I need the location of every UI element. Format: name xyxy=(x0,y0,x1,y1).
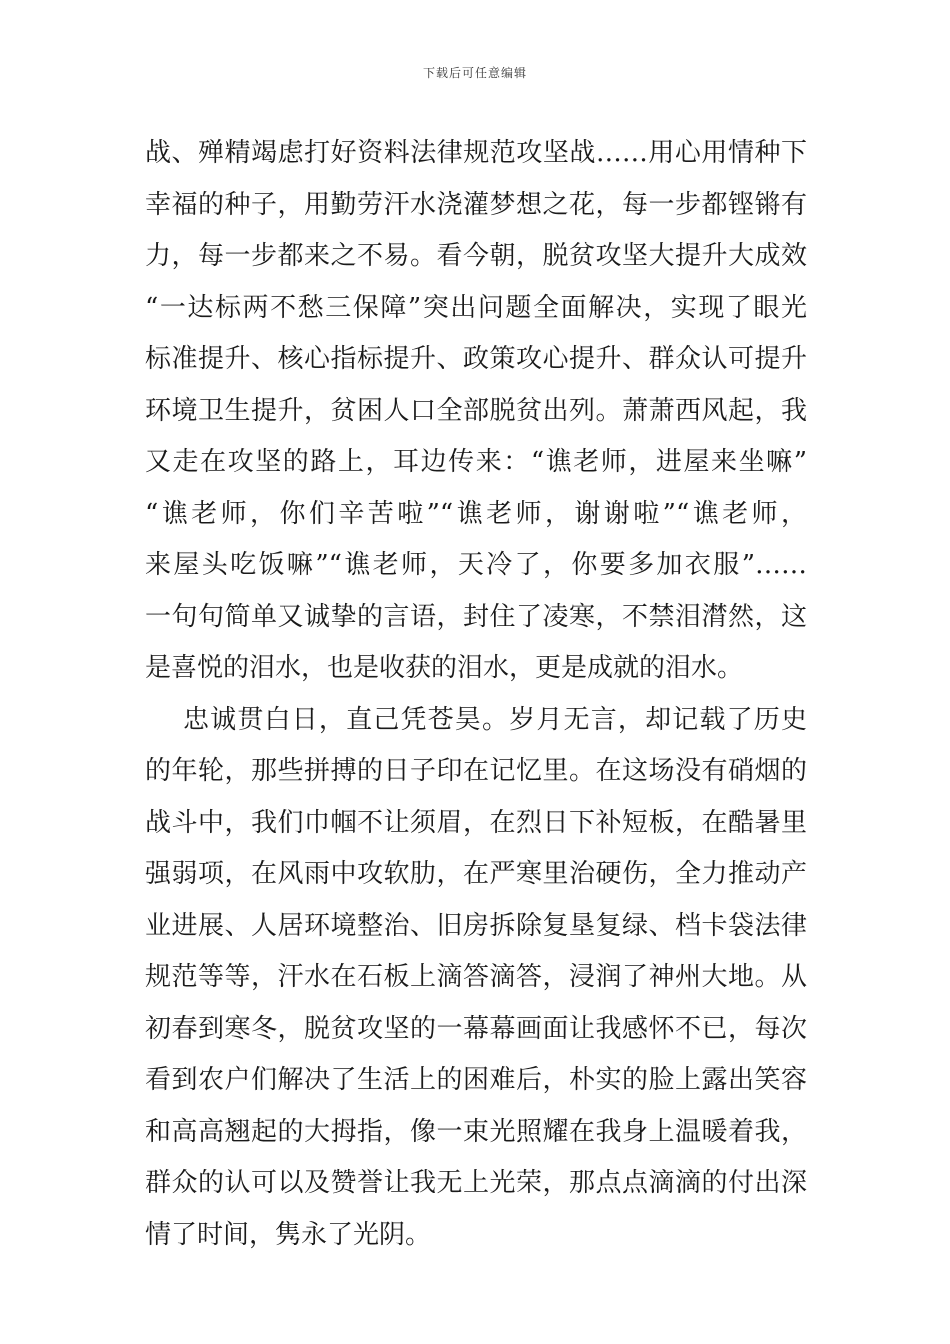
text-line: “谯老师，你们辛苦啦”“谯老师，谢谢啦”“谯老师， xyxy=(145,498,807,529)
text-line: 又走在攻坚的路上，耳边传来：“谯老师，进屋来坐嘛” xyxy=(145,447,807,477)
text-line: 战、殚精竭虑打好资料法律规范攻坚战……用心用情种下 xyxy=(145,138,807,168)
text-line: 忠诚贯白日，直己凭苍昊。岁月无言，却记载了历史 xyxy=(183,704,807,735)
text-line: 规范等等，汗水在石板上滴答滴答，浸润了神州大地。从 xyxy=(145,962,807,992)
text-line: 情了时间，隽永了光阴。 xyxy=(145,1219,432,1250)
text-line: 环境卫生提升，贫困人口全部脱贫出列。萧萧西风起，我 xyxy=(145,395,807,426)
text-line: 战斗中，我们巾帼不让须眉，在烈日下补短板，在酷暑里 xyxy=(145,807,807,838)
document-body xyxy=(145,128,807,1261)
text-line: 力，每一步都来之不易。看今朝，脱贫攻坚大提升大成效 xyxy=(145,241,807,271)
text-line: 标准提升、核心指标提升、政策攻心提升、群众认可提升 xyxy=(145,344,807,374)
text-line: 看到农户们解决了生活上的困难后，朴实的脸上露出笑容 xyxy=(145,1065,807,1095)
text-line: 一句句简单又诚挚的言语，封住了凌寒，不禁泪潸然，这 xyxy=(145,601,807,632)
text-line: 的年轮，那些拼搏的日子印在记忆里。在这场没有硝烟的 xyxy=(145,756,807,786)
page-header-note: 下载后可任意编辑 xyxy=(422,66,527,80)
text-line: 幸福的种子，用勤劳汗水浇灌梦想之花，每一步都铿锵有 xyxy=(145,189,807,220)
text-line: 来屋头吃饭嘛”“谯老师，天冷了，你要多加衣服”…… xyxy=(145,550,807,580)
text-line: 业进展、人居环境整治、旧房拆除复垦复绿、档卡袋法律 xyxy=(145,910,807,941)
text-line: 强弱项，在风雨中攻软肋，在严寒里治硬伤，全力推动产 xyxy=(145,859,807,889)
text-line: 和高高翘起的大拇指，像一束光照耀在我身上温暖着我， xyxy=(145,1116,807,1147)
text-line: 是喜悦的泪水，也是收获的泪水，更是成就的泪水。 xyxy=(145,653,744,683)
text-line: “一达标两不愁三保障”突出问题全面解决，实现了眼光 xyxy=(145,292,807,323)
text-line: 初春到寒冬，脱贫攻坚的一幕幕画面让我感怀不已，每次 xyxy=(145,1013,807,1044)
text-line: 群众的认可以及赞誉让我无上光荣，那点点滴滴的付出深 xyxy=(145,1168,807,1198)
